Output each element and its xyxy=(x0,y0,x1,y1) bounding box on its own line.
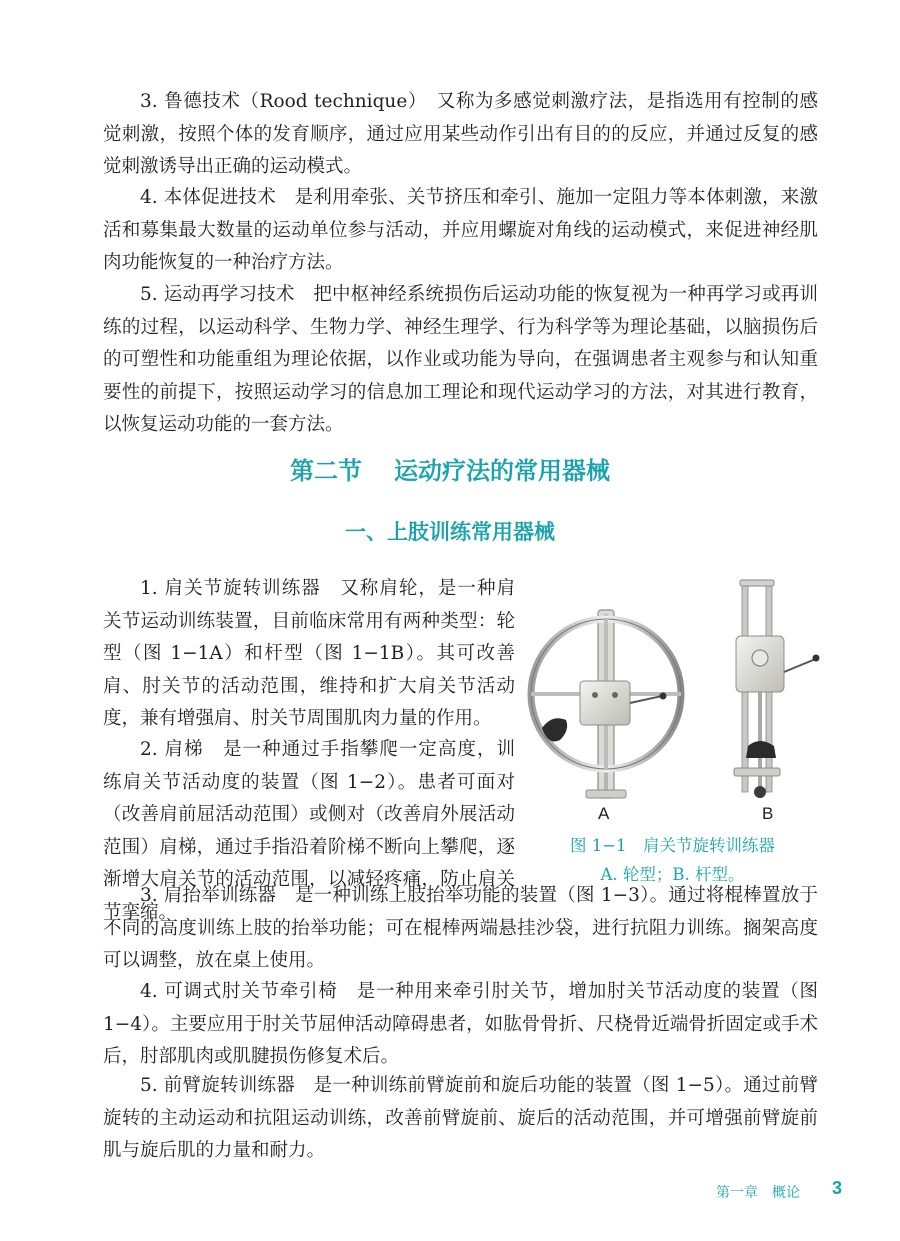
paragraph-pnf-technique: 4. 本体促进技术 是利用牵张、关节挤压和牵引、施加一定阻力等本体刺激，来激活和募集最大数量的运动单位参与活动，并应用螺旋对角线的运动模式，来促进神经肌肉功能恢复的一种治疗方法。 xyxy=(103,187,818,273)
figure-label-a: A xyxy=(598,804,610,823)
paragraph-shoulder-wheel: 1. 肩关节旋转训练器 又称肩轮，是一种肩关节运动训练装置，目前临床常用有两种类型：轮型（图 1−1A）和杆型（图 1−1B）。其可改善肩、肘关节的活动范围，维持和扩大肩关节活动度，兼有增强肩、肘关节周围肌肉力量的作用。 xyxy=(103,578,515,729)
shoulder-trainer-illustration xyxy=(520,578,820,808)
bar-type-trainer xyxy=(734,580,820,798)
paragraph-motor-relearning: 5. 运动再学习技术 把中枢神经系统损伤后运动功能的恢复视为一种再学习或再训练的过程，以运动科学、生物力学、神经生理学、行为科学等为理论基础，以脑损伤后的可塑性和功能重组为理论依据，以作业或功能为导向，在强调患者主观参与和认知重要性的前提下，按照运动学习的信息加工理论和现代运动学习的方法，对其进行教育，以恢复运动功能的一套方法。 xyxy=(103,284,818,435)
figure-caption-subtitle: A. 轮型；B. 杆型。 xyxy=(600,865,745,884)
subsection-heading: 一、上肢训练常用器械 xyxy=(345,520,555,544)
footer-chapter-title: 第一章 概论 xyxy=(716,1185,800,1201)
paragraph-shoulder-ladder: 2. 肩梯 是一种通过手指攀爬一定高度，训练肩关节活动度的装置（图 1−2）。患者可面对（改善肩前屈活动范围）或侧对（改善肩外展活动范围）肩梯，通过手指沿着阶梯不断向上攀爬，逐渐增大肩关节的活动范围，以减轻疼痛，防止肩关节挛缩。 xyxy=(103,739,515,923)
section-number: 第二节 xyxy=(290,457,362,485)
paragraph-rood-technique: 3. 鲁德技术（Rood technique） 又称为多感觉刺激疗法，是指选用有控制的感觉刺激，按照个体的发育顺序，通过应用某些动作引出有目的的反应，并通过反复的感觉刺激诱导出正确的运动模式。 xyxy=(103,91,818,177)
paragraph-forearm-rotation-trainer: 5. 前臂旋转训练器 是一种训练前臂旋前和旋后功能的装置（图 1−5）。通过前臂旋转的主动运动和抗阻运动训练，改善前臂旋前、旋后的活动范围，并可增强前臂旋前肌与旋后肌的力量和耐力。 xyxy=(103,1075,818,1161)
wheel-type-trainer xyxy=(531,610,681,798)
paragraph-elbow-traction-chair: 4. 可调式肘关节牵引椅 是一种用来牵引肘关节，增加肘关节活动度的装置（图 1−4）。主要应用于肘关节屈伸活动障碍患者，如肱骨骨折、尺桡骨近端骨折固定或手术后，肘部肌肉或肌腱损伤修复术后。 xyxy=(103,981,818,1067)
section-heading xyxy=(0,451,900,486)
figure-label-b: B xyxy=(762,804,774,823)
page-number: 3 xyxy=(831,1178,842,1198)
section-title: 运动疗法的常用器械 xyxy=(394,457,610,485)
figure-caption-title: 图 1−1 肩关节旋转训练器 xyxy=(569,836,776,855)
paragraph-shoulder-lift-trainer: 3. 肩抬举训练器 是一种训练上肢抬举功能的装置（图 1−3）。通过将棍棒置放于不同的高度训练上肢的抬举功能；可在棍棒两端悬挂沙袋，进行抗阻力训练。搁架高度可以调整，放在桌上使用。 xyxy=(103,885,818,971)
